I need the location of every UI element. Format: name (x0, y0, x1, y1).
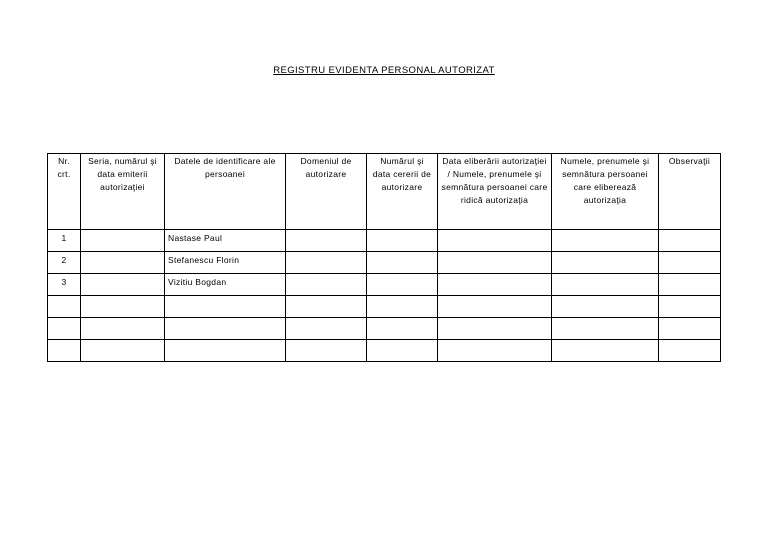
cell-emitent (552, 340, 659, 362)
cell-cerere (367, 230, 438, 252)
cell-eliberare (438, 230, 552, 252)
cell-cerere (367, 274, 438, 296)
cell-emitent (552, 230, 659, 252)
cell-nr: 3 (48, 274, 81, 296)
cell-eliberare (438, 318, 552, 340)
table-row (48, 340, 721, 362)
cell-observatii (659, 252, 721, 274)
cell-serie (81, 274, 165, 296)
column-header-serie: Seria, numărul şi data emiterii autorizaţiei (81, 154, 165, 230)
table-row (48, 296, 721, 318)
cell-eliberare (438, 296, 552, 318)
cell-cerere (367, 252, 438, 274)
cell-identificare (165, 340, 286, 362)
cell-identificare: Stefanescu Florin (165, 252, 286, 274)
cell-observatii (659, 296, 721, 318)
column-header-eliberare: Data eliberării autorizaţiei / Numele, prenumele şi semnătura persoanei care ridică autorizaţia (438, 154, 552, 230)
column-header-emitent: Numele, prenumele şi semnătura persoanei care eliberează autorizaţia (552, 154, 659, 230)
document-title: REGISTRU EVIDENTA PERSONAL AUTORIZAT (273, 65, 495, 76)
cell-emitent (552, 296, 659, 318)
cell-identificare: Vizitiu Bogdan (165, 274, 286, 296)
column-header-cerere: Numărul şi data cererii de autorizare (367, 154, 438, 230)
cell-serie (81, 318, 165, 340)
cell-serie (81, 340, 165, 362)
cell-nr (48, 296, 81, 318)
cell-identificare (165, 296, 286, 318)
cell-domeniu (286, 252, 367, 274)
table-row (48, 252, 721, 274)
column-header-domeniu: Domeniul de autorizare (286, 154, 367, 230)
table-row (48, 318, 721, 340)
cell-eliberare (438, 274, 552, 296)
cell-identificare: Nastase Paul (165, 230, 286, 252)
header-row (48, 154, 721, 230)
cell-nr: 1 (48, 230, 81, 252)
cell-observatii (659, 230, 721, 252)
column-header-observatii: Observaţii (659, 154, 721, 230)
cell-eliberare (438, 252, 552, 274)
cell-nr: 2 (48, 252, 81, 274)
cell-nr (48, 340, 81, 362)
cell-serie (81, 252, 165, 274)
cell-cerere (367, 340, 438, 362)
table-row (48, 230, 721, 252)
cell-domeniu (286, 318, 367, 340)
cell-domeniu (286, 296, 367, 318)
cell-eliberare (438, 340, 552, 362)
cell-nr (48, 318, 81, 340)
cell-emitent (552, 318, 659, 340)
cell-cerere (367, 318, 438, 340)
column-header-nr: Nr. crt. (48, 154, 81, 230)
cell-observatii (659, 340, 721, 362)
cell-serie (81, 230, 165, 252)
cell-observatii (659, 274, 721, 296)
cell-emitent (552, 252, 659, 274)
cell-identificare (165, 318, 286, 340)
register-table (47, 153, 721, 362)
cell-domeniu (286, 340, 367, 362)
column-header-identificare: Datele de identificare ale persoanei (165, 154, 286, 230)
cell-observatii (659, 318, 721, 340)
cell-serie (81, 296, 165, 318)
cell-emitent (552, 274, 659, 296)
cell-domeniu (286, 274, 367, 296)
cell-cerere (367, 296, 438, 318)
cell-domeniu (286, 230, 367, 252)
table-row (48, 274, 721, 296)
